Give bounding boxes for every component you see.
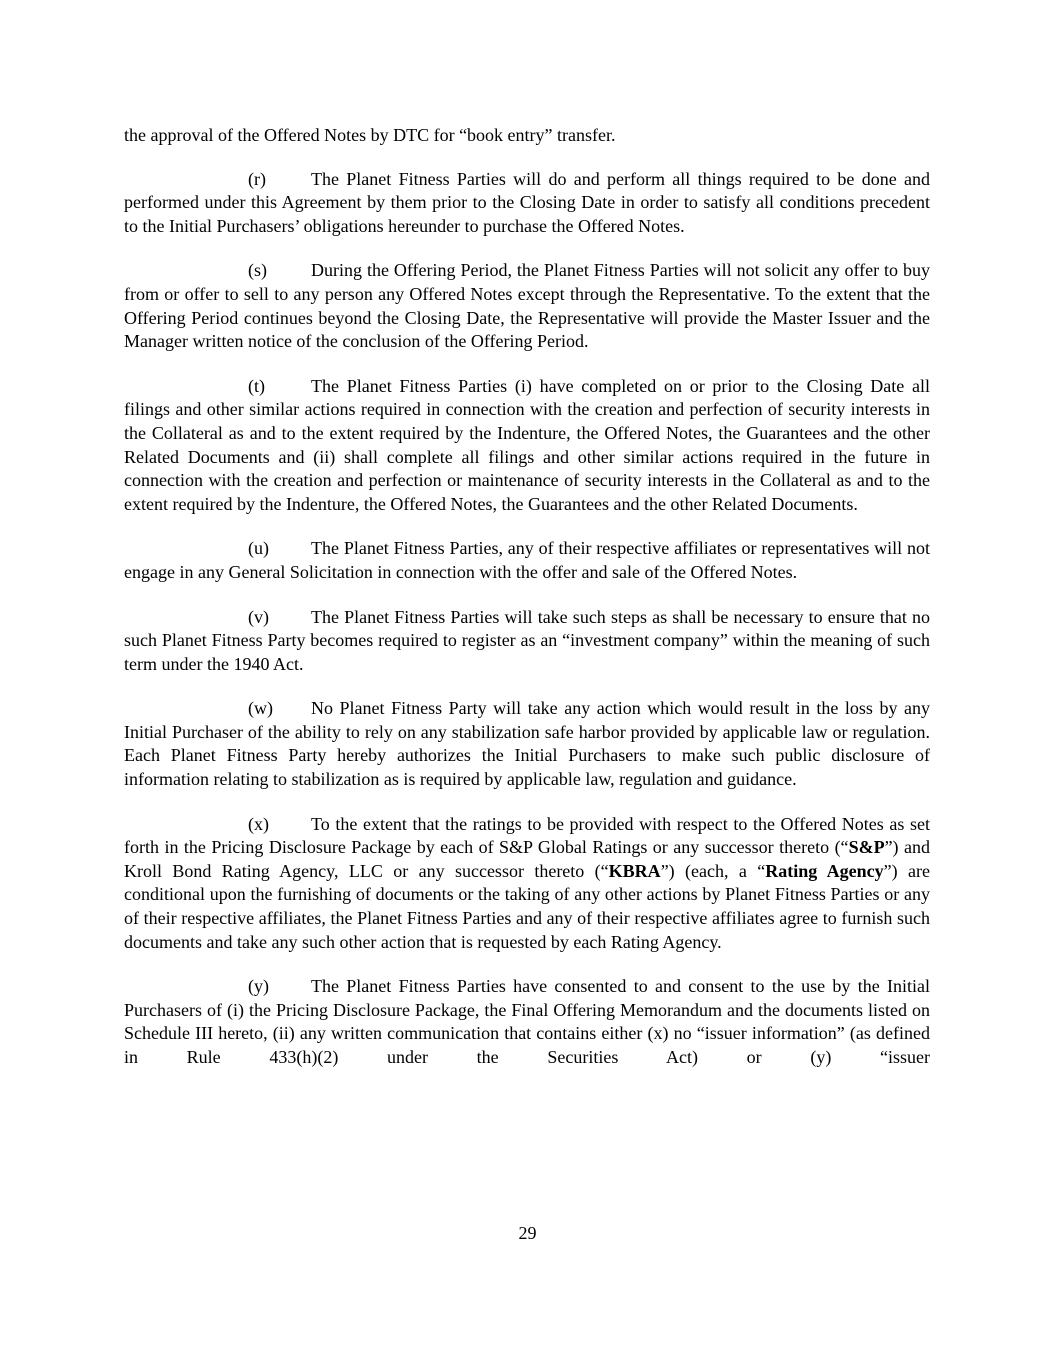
defined-term-kbra: KBRA [608, 860, 661, 881]
paragraph-text-segment: ”) are conditional upon the furnishing of documents or the taking of any other actions by Planet Fitness Parties or any of their respective affiliates, the Planet Fitness Parties and any of their respective affiliates agree to furnish such documents and take any such other action that is requested by each Rating Agency. [124, 860, 930, 952]
defined-term-rating-agency: Rating Agency [765, 860, 884, 881]
paragraph-label: (x) [248, 813, 269, 834]
paragraph-text: No Planet Fitness Party will take any action which would result in the loss by any Initial Purchaser of the ability to rely on any stabilization safe harbor provided by applicable law or regulation. Each Planet Fitness Party hereby authorizes the Initial Purchasers to make such public disclosure of information relating to stabilization as is required by applicable law, regulation and guidance. [124, 698, 930, 790]
paragraph-text: The Planet Fitness Parties (i) have completed on or prior to the Closing Date all filings and other similar actions required in connection with the creation and perfection of security interests in the Collateral as and to the extent required by the Indenture, the Offered Notes, the Guarantees and the other Related Documents and (ii) shall complete all filings and other similar actions required in the future in connection with the creation and perfection or maintenance of security interests in the Collateral as and to the extent required by the Indenture, the Offered Notes, the Guarantees and the other Related Documents. [124, 375, 930, 514]
continuation-paragraph: the approval of the Offered Notes by DTC for “book entry” transfer. [124, 125, 616, 145]
paragraph-s [124, 259, 930, 353]
paragraph-y [124, 975, 930, 1069]
paragraph-x [124, 813, 930, 955]
paragraph-text-segment: To the extent that the ratings to be provided with respect to the Offered Notes as set forth in the Pricing Disclosure Package by each of S&P Global Ratings or any successor thereto (“ [124, 813, 930, 858]
paragraph-label: (t) [248, 375, 265, 396]
document-page [124, 124, 930, 1091]
paragraph-t [124, 375, 930, 517]
paragraph-text: During the Offering Period, the Planet Fitness Parties will not solicit any offer to buy from or offer to sell to any person any Offered Notes except through the Representative. To the extent that the Offering Period continues beyond the Closing Date, the Representative will provide the Master Issuer and the Manager written notice of the conclusion of the Offering Period. [124, 260, 930, 352]
paragraph-text-segment: ”) and Kroll Bond Rating Agency, LLC or any successor thereto (“ [124, 837, 930, 881]
defined-term-sp: S&P [848, 837, 885, 858]
paragraph-w [124, 697, 930, 791]
paragraph-label: (s) [248, 260, 267, 281]
paragraph-text: The Planet Fitness Parties, any of their respective affiliates or representatives will not engage in any General Solicitation in connection with the offer and sale of the Offered Notes. [124, 538, 930, 582]
page-number: 29 [518, 1223, 537, 1243]
paragraph-text: The Planet Fitness Parties have consented to and consent to the use by the Initial Purchasers of (i) the Pricing Disclosure Package, the Final Offering Memorandum and the documents listed on Schedule III hereto, (ii) any written communication that contains either (x) no “issuer information” (as defined in Rule 433(h)(2) under the Securities Act) or (y) “issuer [124, 976, 930, 1067]
paragraph-text: The Planet Fitness Parties will take such steps as shall be necessary to ensure that no such Planet Fitness Party becomes required to register as an “investment company” within the meaning of such term under the 1940 Act. [124, 606, 930, 674]
paragraph-label: (r) [248, 168, 266, 189]
paragraph-label: (w) [248, 698, 273, 719]
paragraph-text: The Planet Fitness Parties will do and perform all things required to be done and performed under this Agreement by them prior to the Closing Date in order to satisfy all conditions precedent to the Initial Purchasers’ obligations hereunder to purchase the Offered Notes. [124, 168, 930, 236]
paragraph-text-segment: ”) (each, a “ [660, 860, 766, 881]
paragraph-v [124, 606, 930, 677]
paragraph-u [124, 537, 930, 584]
paragraph-label: (y) [248, 976, 269, 997]
paragraph-label: (v) [248, 606, 269, 627]
paragraph-label: (u) [248, 538, 269, 559]
paragraph-r [124, 168, 930, 239]
